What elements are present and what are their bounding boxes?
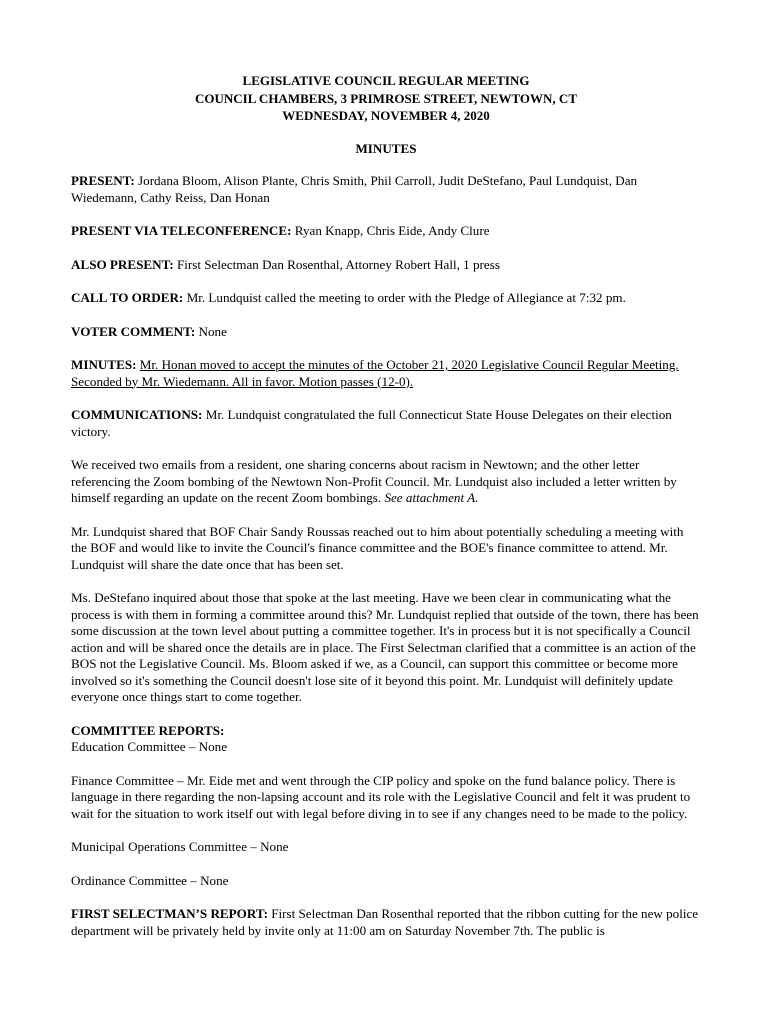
emails-text: We received two emails from a resident, one sharing concerns about racism in Newtown; and the other letter referencing the Zoom bombing of the Newtown Non-Profit Council. Mr. Lundquist also included a letter written by himself regarding an update on the recent Zoom bombings. (71, 457, 677, 505)
also-present-paragraph (71, 257, 701, 274)
minutes-label: MINUTES: (71, 357, 137, 372)
education-committee-report: Education Committee – None (71, 739, 227, 754)
voter-comment-paragraph (71, 324, 701, 341)
municipal-operations-report: Municipal Operations Committee – None (71, 839, 289, 854)
ordinance-committee-report: Ordinance Committee – None (71, 872, 229, 888)
first-selectman-text: First Selectman Dan Rosenthal reported that the ribbon cutting for the new police department will be privately held by invite only at 11:00 am on Saturday November 7th. The public is (71, 906, 699, 938)
present-paragraph (71, 173, 701, 206)
call-to-order-text: Mr. Lundquist called the meeting to order with the Pledge of Allegiance at 7:32 pm. (183, 290, 626, 305)
communications-label: COMMUNICATIONS: (71, 407, 203, 422)
bof-paragraph: Mr. Lundquist shared that BOF Chair Sandy Roussas reached out to him about potentially scheduling a meeting with the BOF and would like to invite the Council's finance committee and the BOE's finance committee to attend. Mr. Lundquist will share the date once that has been set. (71, 523, 684, 572)
minutes-paragraph (71, 357, 701, 390)
destefano-paragraph: Ms. DeStefano inquired about those that spoke at the last meeting. Have we been clear in communicating what the process is with them in forming a committee around this? Mr. Lundquist replied that outside of the town, there has been some discussion at the town level about putting a committee together. It's in process but it is not specifically a Council action and will be shared once the details are in place. The First Selectman clarified that a committee is an action of the BOS not the Legislative Council. Ms. Bloom asked if we, as a Council, can support this committee or become more involved so it's something the Council doesn't lose site of it beyond this point. Mr. Lundquist will definitely update everyone once things start to come together. (71, 590, 699, 704)
committee-reports-section (71, 723, 701, 890)
first-selectman-paragraph (71, 906, 701, 939)
communications-paragraph (71, 407, 701, 440)
present-label: PRESENT: (71, 173, 135, 188)
call-to-order-label: CALL TO ORDER: (71, 290, 184, 305)
voter-comment-text: None (195, 323, 227, 339)
also-present-label: ALSO PRESENT: (71, 256, 174, 272)
document-header (71, 72, 701, 125)
header-title: LEGISLATIVE COUNCIL REGULAR MEETING (242, 73, 530, 88)
emails-paragraph (71, 457, 701, 507)
call-to-order-paragraph (71, 290, 701, 307)
attachment-reference: See attachment A. (384, 490, 479, 505)
header-date: WEDNESDAY, NOVEMBER 4, 2020 (282, 108, 490, 123)
also-present-text: First Selectman Dan Rosenthal, Attorney Robert Hall, 1 press (173, 256, 500, 272)
committee-reports-label: COMMITTEE REPORTS: (71, 722, 225, 738)
teleconference-text: Ryan Knapp, Chris Eide, Andy Clure (291, 223, 490, 238)
communications-text: Mr. Lundquist congratulated the full Connecticut State House Delegates on their election victory. (71, 407, 672, 439)
teleconference-label: PRESENT VIA TELECONFERENCE: (71, 223, 292, 238)
minutes-motion-text: Mr. Honan moved to accept the minutes of the October 21, 2020 Legislative Council Regular Meeting. Seconded by Mr. Wiedemann. All in favor. Motion passes (12-0). (71, 357, 679, 389)
minutes-heading: MINUTES (355, 140, 417, 156)
voter-comment-label: VOTER COMMENT: (71, 323, 196, 339)
first-selectman-label: FIRST SELECTMAN’S REPORT: (71, 906, 268, 921)
header-location: COUNCIL CHAMBERS, 3 PRIMROSE STREET, NEWTOWN, CT (195, 90, 577, 106)
document-body (71, 72, 701, 939)
finance-committee-report: Finance Committee – Mr. Eide met and went through the CIP policy and spoke on the fund balance policy. There is language in there regarding the non-lapsing account and its role with the Legislative Council and felt it was prudent to wait for the situation to work itself out with legal before diving in to see if any changes need to be made to the policy. (71, 772, 691, 821)
teleconference-paragraph (71, 223, 701, 240)
present-text: Jordana Bloom, Alison Plante, Chris Smith, Phil Carroll, Judit DeStefano, Paul Lundquist, Dan Wiedemann, Cathy Reiss, Dan Honan (71, 173, 638, 205)
